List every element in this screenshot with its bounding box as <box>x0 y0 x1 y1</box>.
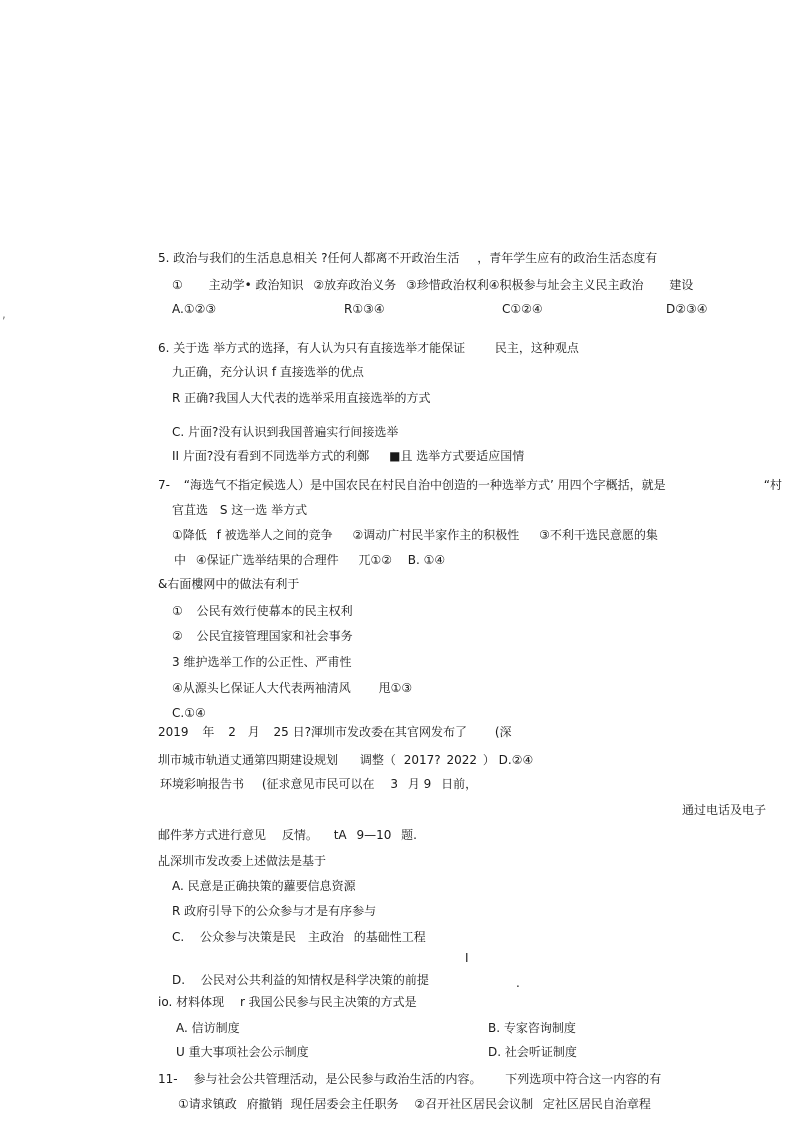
q9-option-a: A. 民意是正确抉策的蘿要信息资源 <box>172 879 356 893</box>
q10-stem: io. 材料体现 r 我国公民参与民主决策的方式是 <box>158 995 417 1009</box>
q6-stem: 6. 关于选 举方式的选择，有人认为只有直接选举才能保证 民主，这种观点 <box>158 341 579 355</box>
q9-stem: 乩深圳市发改委上述做法是基于 <box>158 854 327 868</box>
q7-options: ①降低 f 被选举人之间的竞争 ②调动广村民半家作主的积极性 ③不利干选民意愿的集 <box>172 528 658 542</box>
material-line-4: 通过电话及电子 <box>682 803 767 817</box>
q9-option-d: D. 公民对公共利益的知情权是科学决策的前提 <box>172 973 429 987</box>
q7-options-continued: 中 ④保证广选举结果的合理件 兀①② B. ①④ <box>174 553 446 567</box>
q10-option-b: B. 专家咨询制度 <box>488 1021 576 1035</box>
q7-stem: 7- “海选气不指定候选人）是中国农民在村民自治中创造的一种选举方式’ 用四个字概括，就是 “村 <box>158 478 782 492</box>
q8-item-4: ④从源头匕保证人大代表两袖清风 甩①③ <box>172 681 413 695</box>
q8-answer-c: C.①④ <box>172 706 206 720</box>
q10-option-a: A. 信访制度 <box>176 1021 240 1035</box>
stray-mark-i: I <box>465 951 469 965</box>
stray-mark-dot: . <box>516 976 520 990</box>
q10-option-c: U 重大事项社会公示制度 <box>176 1045 309 1059</box>
stray-comma-mark: , <box>2 307 6 321</box>
material-line-2: 圳市城市轨逍丈通第四期建设规划 调整（ 2017? 2022 ） D.②④ <box>158 753 534 767</box>
q8-item-1: ① 公民有效行使幕本的民主权利 <box>172 604 353 618</box>
q7-stem-continued: 官苴选 S 这一选 举方式 <box>172 503 308 517</box>
q6-option-d: II 片面?没有看到不同选举方式的利鄭 ■且 选举方式要适应国情 <box>172 449 525 463</box>
q6-option-c: C. 片面?没有认识到我国普遍实行间接选举 <box>172 425 399 439</box>
q11-options: ①请求镇政 府撤销 现任居委会主任职务 ②召开社区居民会议制 定社区居民自治章程 <box>178 1097 651 1111</box>
q10-option-d: D. 社会听证制度 <box>488 1045 577 1059</box>
material-line-3: 环境彩响报告书 (征求意见市民可以在 3 月 9 日前， <box>160 777 478 791</box>
material-line-1: 2019 年 2 月 25 日?渾圳市发改委在其官网发布了 (深 <box>158 725 512 739</box>
q6-option-b: R 正确?我国人大代表的选举采用直接选举的方式 <box>172 391 431 405</box>
q8-item-2: ② 公民宜接管理国家和社会事务 <box>172 629 353 643</box>
q9-option-c: C. 公众参与决策是民 主政治 的基础性工程 <box>172 930 426 944</box>
q9-option-b: R 政府引导下的公众参与才是有序参与 <box>172 904 377 918</box>
q11-stem: 11- 参与社会公共管理活动，是公民参与政治生活的内容。 下列选项中符合这一内容的有 <box>158 1072 662 1086</box>
material-line-5: 邮件茅方式进行意见 反情。 tA 9—10 题. <box>158 828 417 842</box>
q8-stem: &右面樓网中的做法有利于 <box>158 577 300 591</box>
q5-options: ① 主动学• 政治知识 ②放弃政治义务 ③珍惜政治权利④积极参与址会主义民主政治 建设 <box>172 278 694 292</box>
q6-option-a: 九正确，充分认识 f 直接选举的优点 <box>172 365 364 379</box>
q8-item-3: 3 维护选举工作的公正性、严甫性 <box>172 655 352 669</box>
q5-stem: 5. 政治与我们的生活息息相关 ?任何人都离不开政治生活 ，青年学生应有的政治生活态度有 <box>158 251 658 265</box>
